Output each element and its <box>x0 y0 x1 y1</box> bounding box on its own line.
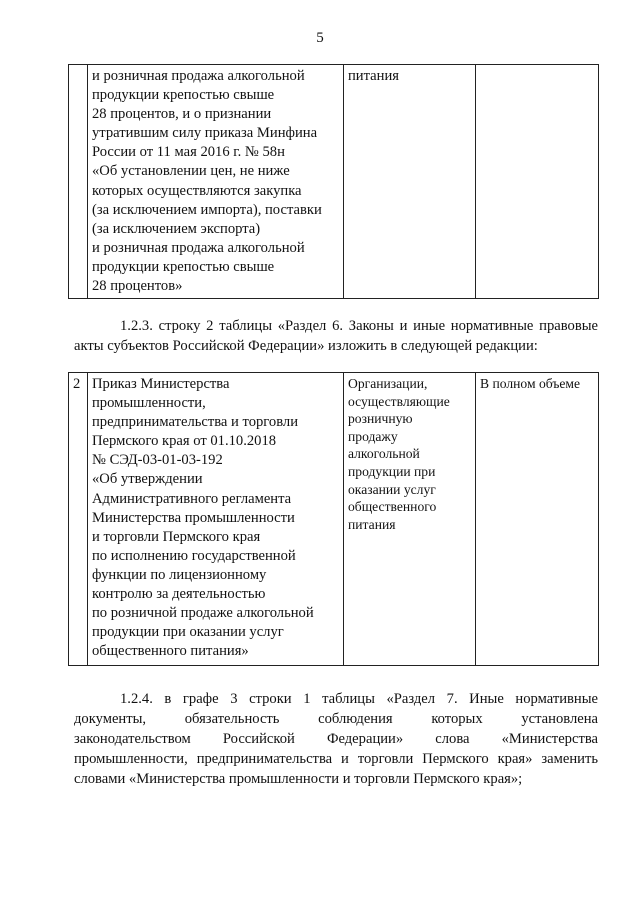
cell-line: «Об установлении цен, не ниже <box>92 163 290 180</box>
cell-line: 28 процентов, и о признании <box>92 106 272 123</box>
regulated-subjects-cell <box>344 65 476 299</box>
cell-line: общественного <box>348 499 437 515</box>
cell-line: продукции крепостью свыше <box>92 258 275 275</box>
cell-line: Министерства промышленности <box>92 509 295 526</box>
cell-line: предпринимательства и торговли <box>92 414 299 431</box>
paragraph-line: 1.2.4. в графе 3 строки 1 таблицы «Раздел 7. Иные нормативные <box>120 691 598 707</box>
cell-line: 28 процентов» <box>92 278 183 295</box>
paragraph-line: 1.2.3. строку 2 таблицы «Раздел 6. Законы и иные нормативные правовые <box>120 318 598 334</box>
cell-line: и торговли Пермского края <box>92 528 261 545</box>
cell-line: промышленности, <box>92 395 206 412</box>
cell-line: продукции крепостью свыше <box>92 87 275 104</box>
table-row <box>69 65 599 299</box>
paragraph-line: словами «Министерства промышленности и торговли Пермского края»; <box>74 771 523 787</box>
table-row-2-new <box>68 372 599 666</box>
cell-line: оказании услуг <box>348 481 436 497</box>
cell-line: общественного питания» <box>92 643 249 660</box>
cell-line: Организации, <box>348 376 428 391</box>
scope-cell: В полном объеме <box>476 373 599 666</box>
paragraph-line: законодательством Российской Федерации» слова «Министерства <box>74 731 598 747</box>
page-number: 5 <box>316 30 324 46</box>
cell-line: розничную <box>348 411 413 427</box>
cell-line: контролю за деятельностью <box>92 586 266 603</box>
cell-line: функции по лицензионному <box>92 566 267 583</box>
cell-line: России от 11 мая 2016 г. № 58н <box>92 144 285 161</box>
paragraph-1-2-3 <box>74 316 598 356</box>
cell-line: (за исключением экспорта) <box>92 220 261 237</box>
row-number-cell <box>69 65 88 299</box>
cell-line: алкогольной <box>348 446 420 462</box>
cell-line: питания <box>348 68 399 84</box>
cell-line: Приказ Министерства <box>92 376 230 392</box>
cell-line: Пермского края от 01.10.2018 <box>92 433 277 450</box>
cell-line: продукции при оказании услуг <box>92 624 284 641</box>
paragraph-1-2-4 <box>74 689 598 789</box>
cell-line: (за исключением импорта), поставки <box>92 201 322 218</box>
cell-line: которых осуществляются закупка <box>92 182 302 199</box>
cell-line: питания <box>348 516 396 532</box>
cell-line: по розничной продаже алкогольной <box>92 605 314 622</box>
table-row <box>69 373 599 666</box>
paragraph-line: документы, обязательность соблюдения которых установлена <box>74 711 598 727</box>
cell-line: продажу <box>348 428 398 444</box>
document-cell <box>88 373 344 666</box>
paragraph-line: промышленности, предпринимательства и торговли Пермского края» заменить <box>74 751 598 767</box>
cell-line: и розничная продажа алкогольной <box>92 239 305 256</box>
cell-line: продукции при <box>348 463 436 479</box>
document-cell <box>88 65 344 299</box>
table-continuation <box>68 64 599 299</box>
scope-cell <box>476 65 599 299</box>
cell-line: и розничная продажа алкогольной <box>92 68 305 84</box>
row-number-cell: 2 <box>69 373 88 666</box>
cell-line: утратившим силу приказа Минфина <box>92 125 318 142</box>
paragraph-line: акты субъектов Российской Федерации» изложить в следующей редакции: <box>74 338 538 354</box>
cell-line: по исполнению государственной <box>92 547 296 564</box>
cell-line: осуществляющие <box>348 393 450 409</box>
cell-line: № СЭД-03-01-03-192 <box>92 452 223 469</box>
regulated-subjects-cell <box>344 373 476 666</box>
cell-line: «Об утверждении <box>92 471 203 488</box>
cell-line: Административного регламента <box>92 490 292 507</box>
